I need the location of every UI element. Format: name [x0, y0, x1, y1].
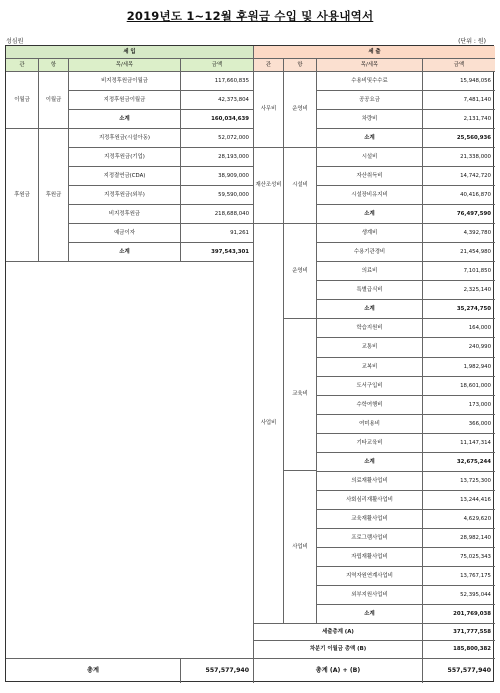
expense-amount-25: 75,025,343	[423, 548, 495, 567]
expense-mok-21: 의료재활사업비	[317, 472, 423, 491]
expense-mok-6: 시설장비유지비	[317, 186, 423, 205]
income-hang-donation: 후원금	[39, 129, 69, 262]
income-mok-0: 비지정후원금이월금	[69, 72, 181, 91]
expense-mok-16: 도서구입비	[317, 377, 423, 396]
expense-amount-13: 164,000	[423, 319, 495, 338]
income-mok-6: 지정후원금(외부)	[69, 186, 181, 205]
expense-mok-26: 지역자원연계사업비	[317, 567, 423, 586]
income-mok-2: 소계	[69, 110, 181, 129]
expense-mok-25: 자립재활사업비	[317, 548, 423, 567]
income-mok-3: 지정후원금(시설아동)	[69, 129, 181, 148]
expense-mok-8: 생계비	[317, 224, 423, 243]
income-gwan-carryover: 이월금	[6, 72, 39, 129]
expense-col-gwan: 관	[254, 59, 284, 72]
organization-name: 성심원	[6, 38, 24, 45]
income-amount-0: 117,660,835	[181, 72, 254, 91]
expense-amount-2: 2,131,740	[423, 110, 495, 129]
carryover-b-label: 차분기 이월금 총액 (B)	[254, 641, 423, 659]
unit-label: (단위 : 원)	[458, 38, 486, 45]
expense-hang-business: 사업비	[284, 471, 317, 624]
expense-mok-24: 프로그램사업비	[317, 529, 423, 548]
income-amount-3: 52,072,000	[181, 129, 254, 148]
expense-mok-0: 수용비및수수료	[317, 72, 423, 91]
expense-mok-10: 의료비	[317, 262, 423, 281]
income-col-amount: 금액	[181, 59, 254, 72]
income-amount-2: 160,034,639	[181, 110, 254, 129]
expense-mok-23: 교육재활사업비	[317, 510, 423, 529]
expense-header: 세 출	[254, 46, 495, 59]
income-col-hang: 항	[39, 59, 69, 72]
income-amount-8: 91,261	[181, 224, 254, 243]
expense-col-mok: 목/세목	[317, 59, 423, 72]
income-amount-4: 28,193,000	[181, 148, 254, 167]
expense-mok-20: 소계	[317, 453, 423, 472]
expense-amount-4: 21,338,000	[423, 148, 495, 167]
expense-mok-2: 차량비	[317, 110, 423, 129]
expense-amount-0: 15,948,056	[423, 72, 495, 91]
expense-amount-14: 240,990	[423, 338, 495, 358]
expense-amount-28: 201,769,038	[423, 605, 495, 624]
income-mok-8: 예금이자	[69, 224, 181, 243]
expense-mok-15: 교복비	[317, 358, 423, 377]
expense-amount-22: 13,244,416	[423, 491, 495, 510]
expense-amount-1: 7,481,140	[423, 91, 495, 110]
expense-total-a: 371,777,558	[423, 624, 495, 641]
grand-total-label: 총계 (A) + (B)	[254, 659, 423, 683]
grand-total-amount: 557,577,940	[447, 667, 491, 675]
expense-amount-17: 173,000	[423, 396, 495, 415]
income-col-mok: 목/세목	[69, 59, 181, 72]
income-mok-7: 비지정후원금	[69, 205, 181, 224]
income-gwan-donation: 후원금	[6, 129, 39, 262]
expense-mok-9: 수용기관경비	[317, 243, 423, 262]
expense-amount-12: 35,274,750	[423, 300, 495, 319]
expense-amount-23: 4,629,620	[423, 510, 495, 529]
expense-gwan-project: 사업비	[254, 224, 284, 624]
income-amount-7: 218,688,040	[181, 205, 254, 224]
expense-amount-16: 18,601,000	[423, 377, 495, 396]
expense-mok-14: 교통비	[317, 338, 423, 358]
expense-gwan-facility: 재산조성비	[254, 148, 284, 224]
statement-table	[5, 45, 494, 682]
expense-col-hang: 항	[284, 59, 317, 72]
expense-mok-1: 공공요금	[317, 91, 423, 110]
expense-mok-19: 기타교육비	[317, 434, 423, 453]
carryover-b: 185,800,382	[423, 641, 495, 659]
expense-gwan-office: 사무비	[254, 72, 284, 148]
expense-amount-11: 2,325,140	[423, 281, 495, 300]
income-mok-9: 소계	[69, 243, 181, 262]
expense-amount-18: 366,000	[423, 415, 495, 434]
expense-amount-21: 13,725,300	[423, 472, 495, 491]
expense-mok-27: 외부지원사업비	[317, 586, 423, 605]
expense-amount-8: 4,392,780	[423, 224, 495, 243]
expense-mok-12: 소계	[317, 300, 423, 319]
expense-amount-15: 1,982,940	[423, 358, 495, 377]
expense-hang-education: 교육비	[284, 319, 317, 471]
expense-mok-17: 수학여행비	[317, 396, 423, 415]
income-amount-5: 38,909,000	[181, 167, 254, 186]
expense-mok-18: 여미용비	[317, 415, 423, 434]
income-empty-area	[6, 262, 254, 659]
income-mok-1: 지정후원금이월금	[69, 91, 181, 110]
expense-hang-operation: 운영비	[284, 224, 317, 319]
expense-amount-3: 25,560,936	[423, 129, 495, 148]
expense-total-a-label: 세출총계 (A)	[254, 624, 423, 641]
expense-mok-7: 소계	[317, 205, 423, 224]
expense-amount-9: 21,454,980	[423, 243, 495, 262]
expense-amount-26: 13,767,175	[423, 567, 495, 586]
expense-amount-7: 76,497,590	[423, 205, 495, 224]
expense-mok-11: 특별급식비	[317, 281, 423, 300]
income-amount-1: 42,373,804	[181, 91, 254, 110]
expense-hang-office: 운영비	[284, 72, 317, 148]
income-total-amount: 557,577,940	[181, 659, 254, 683]
expense-mok-13: 학습지원비	[317, 319, 423, 338]
expense-mok-5: 자산취득비	[317, 167, 423, 186]
income-mok-4: 지정후원금(기업)	[69, 148, 181, 167]
income-col-gwan: 관	[6, 59, 39, 72]
income-amount-6: 59,590,000	[181, 186, 254, 205]
expense-mok-22: 사회심리재활사업비	[317, 491, 423, 510]
expense-mok-4: 시설비	[317, 148, 423, 167]
expense-amount-20: 32,675,244	[423, 453, 495, 472]
expense-amount-5: 14,742,720	[423, 167, 495, 186]
income-hang-carryover: 이월금	[39, 72, 69, 129]
expense-mok-3: 소계	[317, 129, 423, 148]
income-total-label: 총계	[6, 659, 181, 683]
income-mok-5: 지정결연금(CDA)	[69, 167, 181, 186]
expense-hang-facility: 시설비	[284, 148, 317, 224]
income-amount-9: 397,543,301	[181, 243, 254, 262]
expense-amount-19: 11,147,314	[423, 434, 495, 453]
expense-amount-6: 40,416,870	[423, 186, 495, 205]
expense-amount-27: 52,395,044	[423, 586, 495, 605]
expense-mok-28: 소계	[317, 605, 423, 624]
page-title: 2019년도 1~12월 후원금 수입 및 사용내역서	[126, 9, 374, 23]
expense-col-amount: 금액	[423, 59, 495, 72]
expense-amount-24: 28,982,140	[423, 529, 495, 548]
income-header: 세 입	[6, 46, 254, 59]
expense-amount-10: 7,101,850	[423, 262, 495, 281]
